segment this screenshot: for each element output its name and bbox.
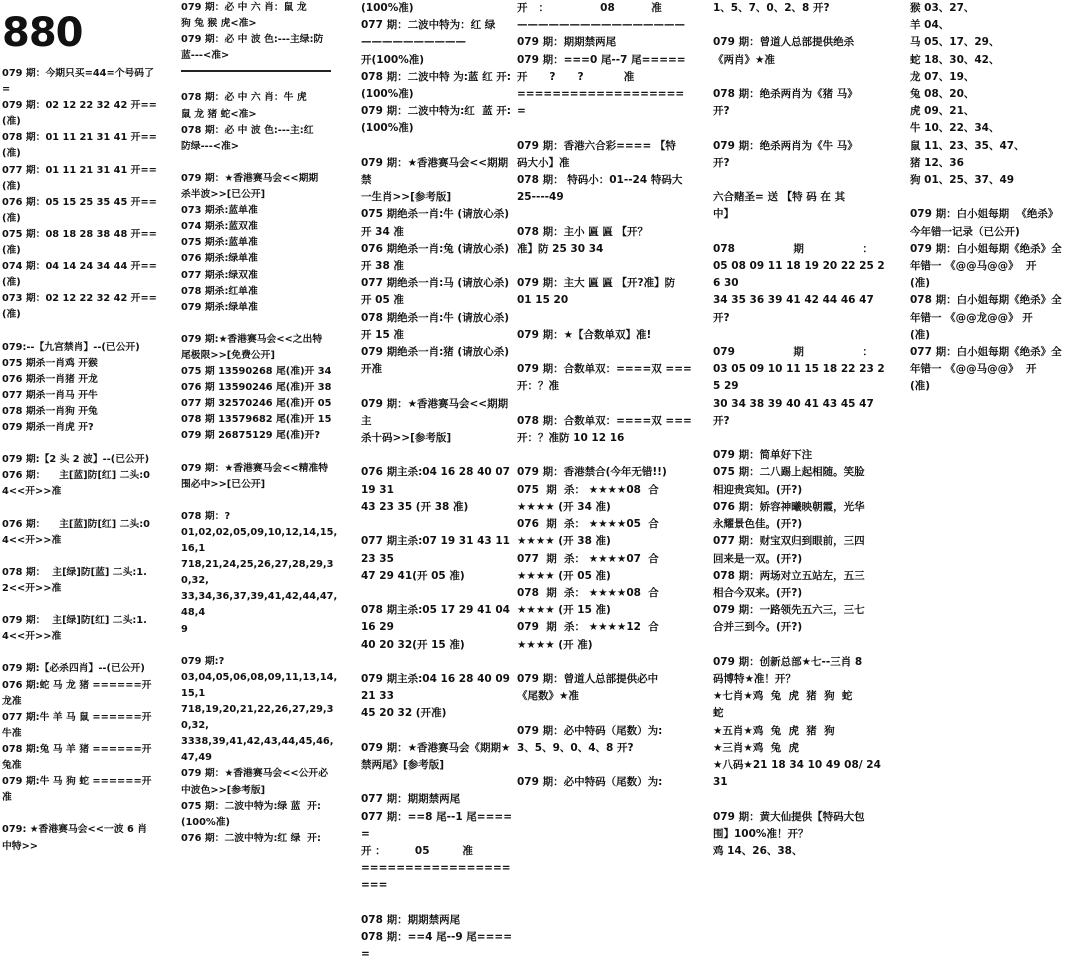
column-5-lines [713, 0, 889, 860]
text-line: 开 38 准 [361, 260, 404, 273]
text-line: 开 05 准 [361, 294, 404, 307]
text-line: 077 期 杀： ★★★★07 合 [517, 552, 659, 565]
text-line: 05 08 09 11 18 19 20 22 25 26 30 [713, 260, 885, 290]
text-line: 079 期：必中特码（尾数）为: [517, 724, 663, 737]
text-line [713, 17, 889, 34]
text-line: = [2, 84, 11, 96]
text-line: 鸡 14、26、38、 [713, 844, 803, 857]
text-line: 079 期：白小姐每期 《绝杀》 [910, 208, 1059, 221]
text-line [181, 638, 339, 654]
text-line: 079 期：必 中 波 色:---主绿:防 [181, 34, 324, 46]
text-line: ★七肖★鸡 兔 虎 猪 狗 蛇 [713, 690, 853, 703]
text-line [517, 654, 692, 671]
text-line [361, 895, 513, 912]
text-line: 43 23 35 (开 38 准) [361, 500, 469, 513]
text-line: 078 期：期期禁两尾 [361, 913, 461, 926]
text-line: 078 期：合数单双：====双 === [517, 414, 692, 427]
text-line: 073 期：02 12 22 32 42 开==(准) [2, 293, 157, 321]
text-line: 猪 12、36 [910, 156, 964, 169]
text-line: 079 期： 主[绿]防[红] 二头:1. [2, 615, 147, 627]
text-line: 开：？准 [517, 380, 559, 393]
text-line: 078 期：二波中特 为:蓝 红 开: [361, 70, 511, 83]
text-line: 34 35 36 39 41 42 44 46 47 开? [713, 294, 878, 324]
text-line: 077 期：二波中特为：红 绿 —————————— [361, 19, 503, 49]
text-line: 中特>> [2, 840, 39, 852]
text-line: 狗 兔 猴 虎<准> [181, 18, 257, 30]
text-line [713, 430, 889, 447]
text-line [181, 155, 339, 171]
text-line: 尾极限>>[免费公开] [181, 349, 275, 361]
site-logo: 880 [2, 10, 83, 56]
text-line [361, 447, 513, 464]
text-line: 075 期：二波中特为:绿 蓝 开: [181, 800, 321, 812]
text-line: 079 期：合数单双：====双 === [517, 363, 692, 376]
text-line: 079 期 杀： ★★★★12 合 [517, 621, 659, 634]
text-line [517, 396, 692, 413]
text-line: 078 期：必 中 波 色:---主:红 [181, 124, 314, 136]
text-line: (准) [910, 277, 931, 290]
text-line: ★三肖★鸡 兔 虎 [713, 741, 799, 754]
text-line: 078 期：白小姐每期《绝杀》全 [910, 294, 1062, 307]
text-line [361, 585, 513, 602]
text-line: 079 期：★香港赛马会<<期期禁 [361, 156, 509, 187]
text-line: 077 期杀一肖马 开牛 [2, 389, 98, 401]
column-1 [2, 0, 160, 852]
column-4-lines [517, 0, 692, 791]
text-line: 开 15 准 [361, 328, 404, 341]
text-line: 077 期：期期禁两尾 [361, 793, 461, 806]
text-line: 078 期： 特码小：01--24 特码大 [517, 174, 683, 187]
text-line: 079 期：必中特码（尾数）为: [517, 776, 663, 789]
text-line: 兔准 [2, 760, 22, 772]
text-line: 075 期 13590268 尾(准)开 34 [181, 366, 332, 378]
text-line: 蛇 18、30、42、 [910, 53, 1000, 66]
column-3-lines [361, 0, 513, 963]
text-line: 兔 08、20、 [910, 88, 975, 101]
text-line: 25----49 [517, 191, 564, 204]
text-line: ★★★★ (开 准) [517, 638, 593, 651]
text-line: 开(100%准) [361, 53, 425, 66]
text-line [2, 324, 160, 340]
text-line: 078 期 ： [713, 242, 873, 255]
text-line: 079 期主杀:04 16 28 40 09 21 33 [361, 672, 514, 703]
text-line: 075 期：08 18 28 38 48 开==(准) [2, 228, 157, 257]
text-line: 回来是一双。(开?) [713, 552, 803, 565]
text-line: 猴 03、27、 [910, 2, 975, 14]
text-line: 076 期杀:绿单准 [181, 253, 258, 265]
text-line: ==================== [517, 88, 685, 118]
text-line: 开准 [361, 363, 382, 376]
text-line [517, 310, 692, 327]
column-2-lines [181, 0, 339, 847]
text-line: 078 期：绝杀两肖为《猪 马》 [713, 88, 858, 101]
text-line [713, 120, 889, 137]
text-line: 开 ? ? 准 [517, 70, 635, 83]
text-line: 076 期： 主[蓝]防[红] 二头:0 [2, 470, 150, 482]
text-line: 079 期：白小姐每期《绝杀》全 [910, 242, 1062, 255]
text-line: 01 15 20 [517, 294, 569, 307]
text-line: ★★★★ (开 34 准) [517, 500, 611, 513]
text-line: 开 ： 05 准 [361, 844, 473, 857]
text-line: 合并三到今。(开?) [713, 621, 803, 634]
text-line [713, 224, 889, 241]
text-line [517, 206, 692, 223]
text-line: (100%准) [361, 122, 414, 135]
text-line: 079 期:牛 马 狗 蛇 ======开 [2, 776, 152, 788]
text-line: 01,02,02,05,09,10,12,14,15,16,1 [181, 527, 338, 555]
text-line: 076 期：05 15 25 35 45 开==(准) [2, 196, 157, 224]
text-line: ★八码★21 18 34 10 49 08/ 24 [713, 758, 881, 771]
text-line: 开 ： 08 准 [517, 2, 662, 14]
text-line: 30 34 38 39 40 41 43 45 47 开? [713, 397, 878, 427]
text-line: 079 期：★香港赛马会<<公开必 [181, 768, 329, 780]
text-line [2, 645, 160, 661]
text-line: 718,21,24,25,26,27,28,29,30,32, [181, 559, 334, 587]
text-line: 六合赌圣= 送 【特 码 在 其 [713, 191, 846, 204]
text-line: 075 期 杀： ★★★★08 合 [517, 483, 659, 496]
text-line: 围必中>>[已公开] [181, 478, 266, 490]
text-line: 3338,39,41,42,43,44,45,46,47,49 [181, 736, 334, 764]
text-line: 相合今双来。(开?) [713, 586, 803, 599]
text-line: 31 [713, 776, 728, 789]
text-line: 074 期杀:蓝双准 [181, 221, 258, 233]
text-line [713, 69, 889, 86]
text-line: 开? [713, 156, 730, 169]
text-line: 079 期：一路领先五六三，三七 [713, 604, 865, 617]
text-line: 079 期:★香港赛马会<<之出特 [181, 333, 323, 345]
text-line: 076 期绝杀一肖:兔 (请放心杀) [361, 242, 510, 255]
text-line: 718,19,20,21,22,26,27,29,30,32, [181, 704, 334, 732]
text-line: 狗 01、25、37、49 [910, 174, 1015, 187]
text-line: 079 期：曾道人总部提供绝杀 [713, 36, 855, 49]
text-line: 074 期：04 14 24 34 44 开==(准) [2, 261, 157, 289]
text-line: 40 20 32(开 15 准) [361, 638, 465, 651]
text-line: 龙准 [2, 695, 22, 707]
text-line: 073 期杀:蓝单准 [181, 205, 258, 217]
text-line: 079 期：绝杀两肖为《牛 马》 [713, 139, 858, 152]
text-line: 3、5、9、0、4、8 开? [517, 741, 634, 754]
text-line: 079 期：===0 尾--7 尾===== [517, 53, 686, 66]
text-line: ★★★★ (开 38 准) [517, 535, 611, 548]
text-line: 079 期：曾道人总部提供必中 [517, 672, 659, 685]
text-line: 078 期：必 中 六 肖：牛 虎 [181, 92, 307, 104]
text-line: 今年错一记录（已公开) [910, 225, 1020, 238]
text-line: 077 期：财宝双归到眼前，三四 [713, 535, 865, 548]
text-line: 079 期：必 中 六 肖：鼠 龙 [181, 2, 307, 13]
text-line: ★★★★ (开 15 准) [517, 604, 611, 617]
text-line [361, 723, 513, 740]
text-line [181, 74, 339, 90]
text-line [713, 327, 889, 344]
text-line: 4<<开>>准 [2, 631, 62, 643]
text-line: 鼠 龙 猪 蛇<准> [181, 108, 257, 120]
text-line: 《两肖》★准 [713, 53, 775, 66]
column-6 [910, 0, 1078, 797]
text-line: (100%准) [361, 2, 414, 14]
text-line [713, 172, 889, 189]
text-line: 076 期杀一肖猪 开龙 [2, 373, 98, 385]
text-line: 33,34,36,37,39,41,42,44,47,48,4 [181, 591, 338, 619]
text-line: 03 05 09 10 11 15 18 22 23 25 29 [713, 363, 885, 393]
text-line: 079 期杀:绿单准 [181, 301, 258, 313]
divider [181, 70, 331, 72]
text-line [517, 120, 692, 137]
text-line [910, 189, 1078, 206]
text-line: 079 期：黄大仙提供【特码大包 [713, 810, 865, 823]
text-line [2, 549, 160, 565]
text-line [181, 445, 339, 461]
text-line: 079 期绝杀一肖:猪 (请放心杀) [361, 346, 510, 359]
text-line: 076 期：娇容神曦映朝霞，光华 [713, 500, 865, 513]
text-line: 牛 10、22、34、 [910, 122, 1000, 135]
text-line: 杀半波>>[已公开] [181, 189, 266, 201]
text-line [517, 757, 692, 774]
text-line: 准】防 25 30 34 [517, 242, 604, 255]
text-line: 龙 07、19、 [910, 70, 975, 83]
text-line: 079 期：简单好下注 [713, 449, 813, 462]
text-line: 079 期:? [181, 655, 225, 667]
text-line [361, 774, 513, 791]
text-line: 准 [2, 792, 12, 804]
text-line: 078 期： 主[绿]防[蓝] 二头:1. [2, 566, 147, 578]
text-line: 牛准 [2, 727, 22, 739]
text-line: 年错一 《@@龙@@》 开 [910, 311, 1033, 324]
text-line: 079 期：★【合数单双】准! [517, 328, 652, 341]
text-line: 075 期：二八踢上起相随。笑脸 [713, 466, 865, 479]
text-line: 079 期：二波中特为:红 蓝 开: [361, 105, 511, 118]
column-3 [361, 0, 514, 961]
text-line: 077 期：白小姐每期《绝杀》全 [910, 346, 1062, 359]
text-line: ★★★★ (开 05 准) [517, 569, 611, 582]
text-line: 杀十码>>[参考版] [361, 432, 452, 445]
text-line: 4<<开>>准 [2, 486, 62, 498]
text-line: 虎 09、21、 [910, 105, 975, 118]
text-line: 079:--【九宫禁肖】--(已公开) [2, 341, 140, 353]
text-line: 中】 [713, 208, 734, 221]
text-line: 078 期杀:红单准 [181, 285, 258, 297]
text-line [2, 597, 160, 613]
text-line: 永耀景色佳。(开?) [713, 518, 803, 531]
text-line: 鼠 11、23、35、47、 [910, 139, 1025, 152]
text-line: (准) [910, 328, 931, 341]
text-line: 078 期绝杀一肖:牛 (请放心杀) [361, 311, 510, 324]
text-line: 079 期：★香港赛马会<<期期主 [361, 397, 509, 427]
text-line [517, 705, 692, 722]
text-line: 079 期：香港六合彩==== 【特 [517, 139, 676, 152]
text-line: 078 期杀一肖狗 开兔 [2, 405, 98, 417]
text-line [181, 493, 339, 509]
text-line: 076 期 杀： ★★★★05 合 [517, 518, 659, 531]
text-line: 076 期： 主[蓝]防[红] 二头:0 [2, 518, 150, 530]
text-line: 蓝---<准> [181, 50, 230, 62]
column-4 [517, 0, 692, 797]
text-line: (准) [910, 380, 931, 393]
text-line: 079 期：香港禁合(今年无错!!) [517, 466, 667, 479]
text-line: 078 期：主小 匾 匾 【开？ [517, 225, 649, 238]
text-line: 078 期:兔 马 羊 猪 ======开 [2, 743, 152, 755]
text-line: 码大小】准 [517, 156, 570, 169]
text-line: 078 期主杀:05 17 29 41 04 16 29 [361, 604, 514, 634]
text-line: (100%准) [181, 816, 231, 828]
text-line: 075 期杀一肖鸡 开猴 [2, 357, 98, 369]
text-line: 076 期：二波中特为:红 绿 开: [181, 832, 321, 844]
text-line: 078 期：01 11 21 31 41 开==(准) [2, 132, 157, 160]
text-line: 079 期：期期禁两尾 [517, 36, 617, 49]
text-line: 079 期：创新总部★七--三肖 8 [713, 655, 863, 668]
text-line [361, 654, 513, 671]
text-line: 开? [713, 105, 730, 118]
text-line: 079 期杀一肖虎 开? [2, 422, 94, 434]
text-line: 076 期主杀:04 16 28 40 07 19 31 [361, 466, 514, 496]
text-line: 077 期绝杀一肖:马 (请放心杀) [361, 277, 510, 290]
text-line: 077 期：==8 尾--1 尾===== [361, 810, 512, 840]
text-line [517, 344, 692, 361]
text-line: 9 [181, 623, 188, 635]
text-line: 年错一 《@@马@@》 开 [910, 363, 1037, 376]
text-line: 《尾数》★准 [517, 690, 579, 703]
text-line: 079: ★香港赛马会<<一波 6 肖 [2, 824, 147, 836]
text-line: 079 期:【2 头 2 波】--(已公开) [2, 454, 150, 466]
text-line: 078 期 杀： ★★★★08 合 [517, 586, 659, 599]
text-line: 077 期：01 11 21 31 41 开==(准) [2, 164, 157, 192]
text-line: 45 20 32 (开准) [361, 707, 447, 720]
text-line [181, 316, 339, 332]
text-line [517, 447, 692, 464]
text-line [2, 501, 160, 517]
text-line: 中波色>>[参考版] [181, 784, 266, 796]
text-line: 禁两尾》[参考版] [361, 758, 445, 771]
text-line [713, 637, 889, 654]
text-line: 076 期:蛇 马 龙 猪 ======开 [2, 679, 152, 691]
text-line [361, 378, 513, 395]
column-6-lines [910, 0, 1078, 396]
text-line: 079 期：★香港赛马会<<期期 [181, 172, 319, 184]
text-line: 蛇 [713, 707, 724, 720]
text-line: 开：？准防 10 12 16 [517, 432, 625, 445]
text-line: 079 期：今期只买=44=个号码了 [2, 68, 154, 79]
text-line: 075 期绝杀一肖:牛 (请放心杀) [361, 208, 510, 221]
text-line: 077 期:牛 羊 马 鼠 ======开 [2, 711, 152, 723]
column-2 [181, 0, 339, 844]
text-line [361, 516, 513, 533]
text-line [2, 436, 160, 452]
text-line: 年错一 《@@马@@》 开 [910, 260, 1037, 273]
text-line: 079 期：主大 匾 匾 【开?准】防 [517, 277, 676, 290]
text-line: 防绿---<准> [181, 140, 240, 152]
text-line [713, 791, 889, 808]
column-1-lines [2, 66, 160, 855]
text-line: 码博特★准！开？ [713, 672, 796, 685]
text-line: 一生肖>>[参考版] [361, 191, 452, 204]
text-line: 079 期：★香港赛马会《期期★ [361, 741, 511, 754]
text-line: 47 29 41(开 05 准) [361, 569, 465, 582]
text-line: 077 期 32570246 尾(准)开 05 [181, 398, 332, 410]
text-line: 围】100%准！开？ [713, 827, 809, 840]
text-line: 078 期：两场对立五站左，五三 [713, 569, 865, 582]
text-line: 羊 04、 [910, 19, 950, 32]
text-line: 079 期：02 12 22 32 42 开==(准) [2, 100, 157, 128]
text-line: 079 期:【必杀四肖】--(已公开) [2, 663, 145, 675]
text-line [2, 806, 160, 822]
text-line: 078 期：==4 尾--9 尾===== [361, 930, 512, 961]
text-line: 077 期杀:绿双准 [181, 269, 258, 281]
text-line: 078 期：? [181, 510, 231, 522]
column-5 [713, 0, 889, 857]
text-line: ———————————————— [517, 19, 685, 32]
text-line [517, 258, 692, 275]
text-line: ==================== [361, 862, 511, 892]
text-line: 2<<开>>准 [2, 583, 62, 594]
text-line: 078 期 13579682 尾(准)开 15 [181, 414, 332, 426]
text-line: 077 期主杀:07 19 31 43 11 23 35 [361, 535, 514, 565]
text-line [361, 138, 513, 155]
text-line: ★五肖★鸡 兔 虎 猪 狗 [713, 724, 835, 737]
text-line: 1、5、7、0、2、8 开? [713, 2, 830, 14]
text-line: (100%准) [361, 88, 414, 101]
text-line: 03,04,05,06,08,09,11,13,14,15,1 [181, 671, 338, 699]
text-line: 076 期 13590246 尾(准)开 38 [181, 382, 332, 394]
text-line: 079 期 26875129 尾(准)开? [181, 430, 321, 442]
text-line: 079 期 ： [713, 346, 873, 359]
text-line: 079 期：★香港赛马会<<精准特 [181, 462, 329, 474]
text-line: 相迎贵宾知。(开?) [713, 483, 803, 496]
text-line: 开 34 准 [361, 225, 404, 238]
text-line: 075 期杀:蓝单准 [181, 237, 258, 249]
text-line: 4<<开>>准 [2, 534, 62, 546]
text-line: 马 05、17、29、 [910, 36, 1000, 49]
